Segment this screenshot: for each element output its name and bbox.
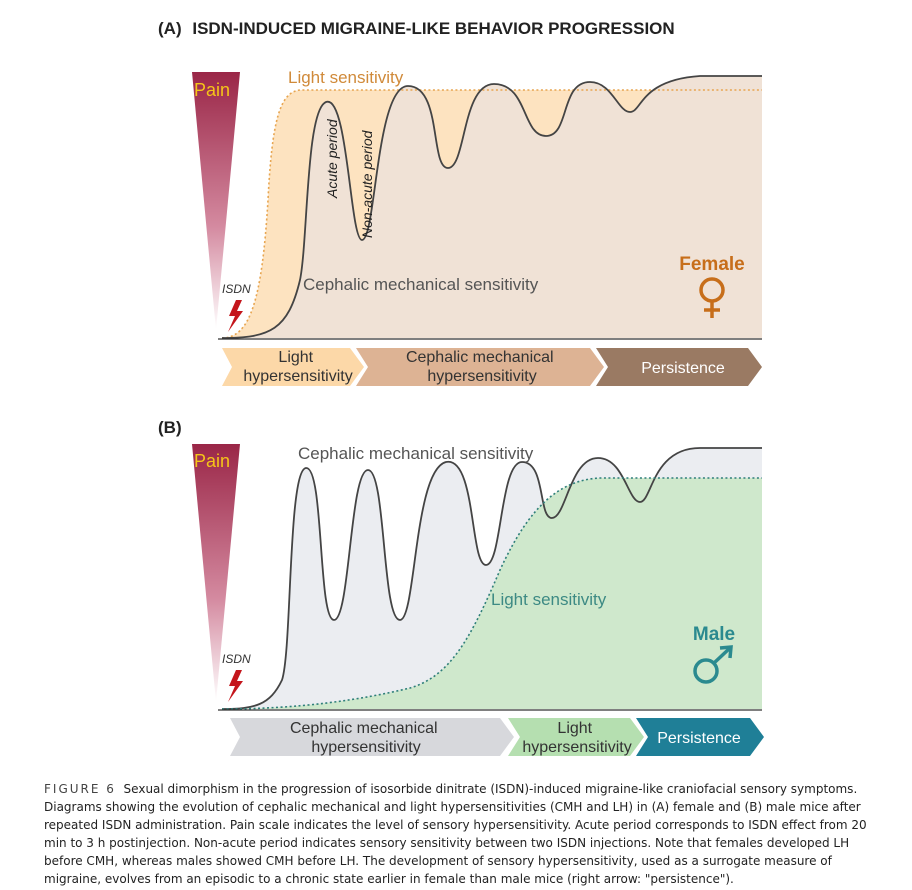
pain-label-a: Pain: [194, 80, 231, 100]
panel-b: [158, 418, 764, 756]
figure-caption-text: Sexual dimorphism in the progression of isosorbide dinitrate (ISDN)-induced migraine-like craniofacial sensory symptoms. Diagrams showing the evolution of cephalic mechanical and light hypersensitivities (CMH and LH) in (A) female and (B) male mice after repeated ISDN administration. Pain scale indicates the level of sensory hypersensitivity. Acute period corresponds to ISDN effect from 20 min to 3 h postinjection. Non-acute period indicates sensory sensitivity between two ISDN injections. Note that females developed LH before CMH, whereas males showed CMH before LH. The development of sensory hypersensitivity, used as a surrogate measure of migraine, evolves from an episodic to a chronic state earlier in female than male mice (right arrow: "persistence").: [44, 782, 867, 886]
svg-text:(A) ISDN-INDUCED MIGRAIN: [158, 19, 675, 38]
isdn-label-b: ISDN: [222, 652, 251, 666]
panel-a: [158, 19, 762, 386]
isdn-label-a: ISDN: [222, 282, 251, 296]
arrow-a3-label: Persistence: [641, 360, 725, 377]
arrow-a2-line2: hypersensitivity: [427, 368, 537, 385]
arrow-b1-line2: hypersensitivity: [311, 739, 421, 756]
arrow-b3-label: Persistence: [657, 730, 741, 747]
panel-a-title: ISDN-INDUCED MIGRAINE-LIKE BEHAVIOR PROGRESSION: [192, 19, 675, 38]
sex-label-b: Male: [692, 624, 736, 645]
non-acute-period-label: Non-acute period: [359, 130, 375, 238]
arrow-b2-line2: hypersensitivity: [522, 739, 632, 756]
figure-caption: [44, 780, 874, 888]
panel-b-letter: (B): [158, 418, 182, 437]
panel-a-letter: (A): [158, 19, 182, 38]
arrow-a1-line1: Light: [278, 349, 314, 366]
figure-caption-label: FIGURE 6: [44, 782, 116, 796]
lightning-icon: [228, 300, 243, 332]
light-sensitivity-label-b: Light sensitivity: [491, 590, 607, 609]
pain-label-b: Pain: [194, 451, 231, 471]
arrow-a2-line1: Cephalic mechanical: [405, 349, 554, 366]
cephalic-sensitivity-label-a: Cephalic mechanical sensitivity: [303, 275, 539, 294]
arrow-b1-line1: Cephalic mechanical: [289, 720, 438, 737]
cephalic-sensitivity-label-b: Cephalic mechanical sensitivity: [298, 444, 534, 463]
light-sensitivity-label-a: Light sensitivity: [288, 68, 404, 87]
lightning-icon-b: [228, 670, 243, 702]
arrow-b2-line1: Light: [557, 720, 593, 737]
acute-period-label: Acute period: [324, 119, 340, 198]
arrow-a1-line2: hypersensitivity: [243, 368, 353, 385]
sex-label-a: Female: [679, 254, 745, 275]
